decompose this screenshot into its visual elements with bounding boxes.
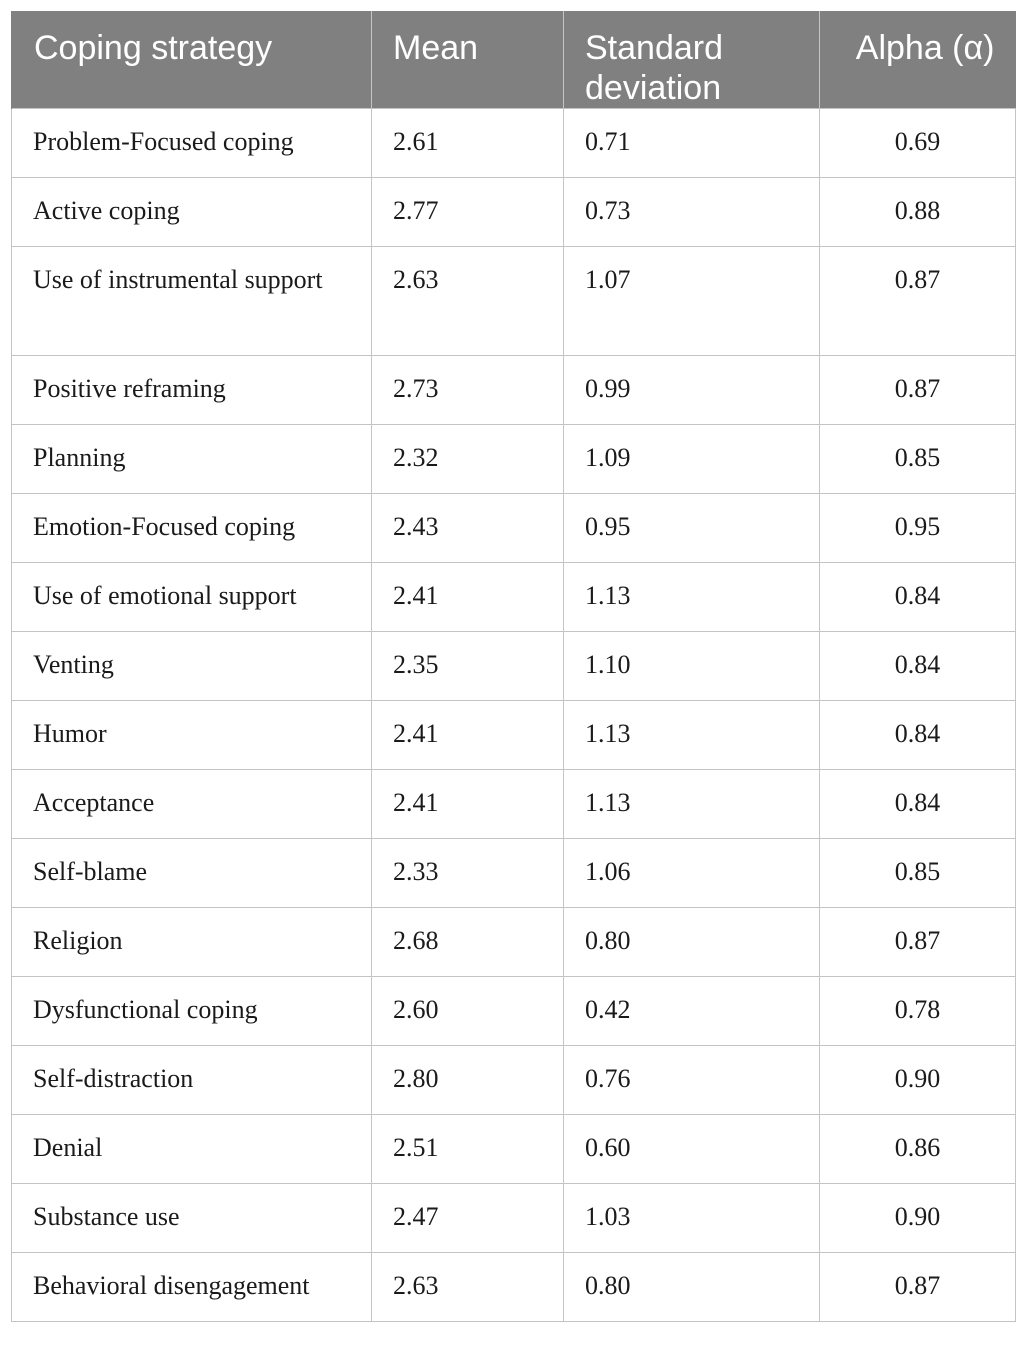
cell-sd: 0.99 — [564, 356, 820, 425]
cell-strategy: Positive reframing — [12, 356, 372, 425]
cell-strategy: Acceptance — [12, 770, 372, 839]
cell-strategy: Religion — [12, 908, 372, 977]
cell-alpha: 0.90 — [820, 1046, 1016, 1115]
header-coping-strategy: Coping strategy — [12, 11, 372, 109]
cell-strategy: Substance use — [12, 1184, 372, 1253]
cell-mean: 2.80 — [372, 1046, 564, 1115]
header-row — [12, 11, 1016, 109]
cell-strategy: Dysfunctional coping — [12, 977, 372, 1046]
table-body — [12, 109, 1016, 1322]
table-row — [12, 908, 1016, 977]
table-row — [12, 632, 1016, 701]
table-row — [12, 178, 1016, 247]
table-header — [12, 11, 1016, 109]
cell-sd: 0.73 — [564, 178, 820, 247]
cell-sd: 0.95 — [564, 494, 820, 563]
cell-sd: 0.76 — [564, 1046, 820, 1115]
cell-mean: 2.77 — [372, 178, 564, 247]
cell-strategy: Problem-Focused coping — [12, 109, 372, 178]
coping-strategy-table — [11, 11, 1016, 1322]
cell-strategy: Behavioral disengagement — [12, 1253, 372, 1322]
cell-alpha: 0.90 — [820, 1184, 1016, 1253]
cell-sd: 1.13 — [564, 701, 820, 770]
table-row — [12, 425, 1016, 494]
cell-alpha: 0.69 — [820, 109, 1016, 178]
cell-strategy: Humor — [12, 701, 372, 770]
cell-alpha: 0.85 — [820, 839, 1016, 908]
cell-strategy: Self-distraction — [12, 1046, 372, 1115]
cell-alpha: 0.87 — [820, 247, 1016, 356]
cell-alpha: 0.84 — [820, 701, 1016, 770]
cell-strategy: Active coping — [12, 178, 372, 247]
table-row — [12, 701, 1016, 770]
cell-mean: 2.60 — [372, 977, 564, 1046]
cell-sd: 0.71 — [564, 109, 820, 178]
cell-sd: 1.06 — [564, 839, 820, 908]
cell-mean: 2.51 — [372, 1115, 564, 1184]
cell-strategy: Self-blame — [12, 839, 372, 908]
cell-sd: 1.13 — [564, 563, 820, 632]
cell-strategy: Use of emotional support — [12, 563, 372, 632]
cell-strategy: Emotion-Focused coping — [12, 494, 372, 563]
cell-mean: 2.41 — [372, 701, 564, 770]
cell-alpha: 0.87 — [820, 1253, 1016, 1322]
table-row — [12, 839, 1016, 908]
table-row — [12, 247, 1016, 356]
cell-mean: 2.41 — [372, 770, 564, 839]
table-row — [12, 1115, 1016, 1184]
cell-alpha: 0.84 — [820, 632, 1016, 701]
table-row — [12, 1184, 1016, 1253]
table-row — [12, 1253, 1016, 1322]
table-row — [12, 977, 1016, 1046]
cell-strategy: Denial — [12, 1115, 372, 1184]
cell-sd: 1.07 — [564, 247, 820, 356]
cell-alpha: 0.85 — [820, 425, 1016, 494]
table-row — [12, 563, 1016, 632]
cell-alpha: 0.87 — [820, 356, 1016, 425]
cell-sd: 1.03 — [564, 1184, 820, 1253]
cell-alpha: 0.78 — [820, 977, 1016, 1046]
cell-sd: 0.80 — [564, 1253, 820, 1322]
cell-strategy: Planning — [12, 425, 372, 494]
cell-sd: 0.42 — [564, 977, 820, 1046]
cell-mean: 2.63 — [372, 247, 564, 356]
table-row — [12, 1046, 1016, 1115]
header-alpha: Alpha (α) — [820, 11, 1016, 109]
cell-mean: 2.73 — [372, 356, 564, 425]
cell-mean: 2.41 — [372, 563, 564, 632]
cell-mean: 2.43 — [372, 494, 564, 563]
cell-sd: 0.60 — [564, 1115, 820, 1184]
cell-sd: 1.13 — [564, 770, 820, 839]
cell-sd: 0.80 — [564, 908, 820, 977]
cell-sd: 1.09 — [564, 425, 820, 494]
cell-mean: 2.32 — [372, 425, 564, 494]
table-row — [12, 494, 1016, 563]
cell-mean: 2.35 — [372, 632, 564, 701]
cell-alpha: 0.88 — [820, 178, 1016, 247]
header-mean: Mean — [372, 11, 564, 109]
table-row — [12, 109, 1016, 178]
cell-alpha: 0.95 — [820, 494, 1016, 563]
cell-mean: 2.47 — [372, 1184, 564, 1253]
cell-mean: 2.61 — [372, 109, 564, 178]
cell-alpha: 0.84 — [820, 563, 1016, 632]
cell-mean: 2.68 — [372, 908, 564, 977]
cell-strategy: Use of instrumental support — [12, 247, 372, 356]
header-standard-deviation: Standard deviation — [564, 11, 820, 109]
table-row — [12, 770, 1016, 839]
cell-alpha: 0.84 — [820, 770, 1016, 839]
cell-mean: 2.63 — [372, 1253, 564, 1322]
table-row — [12, 356, 1016, 425]
cell-strategy: Venting — [12, 632, 372, 701]
cell-mean: 2.33 — [372, 839, 564, 908]
cell-alpha: 0.86 — [820, 1115, 1016, 1184]
cell-alpha: 0.87 — [820, 908, 1016, 977]
cell-sd: 1.10 — [564, 632, 820, 701]
